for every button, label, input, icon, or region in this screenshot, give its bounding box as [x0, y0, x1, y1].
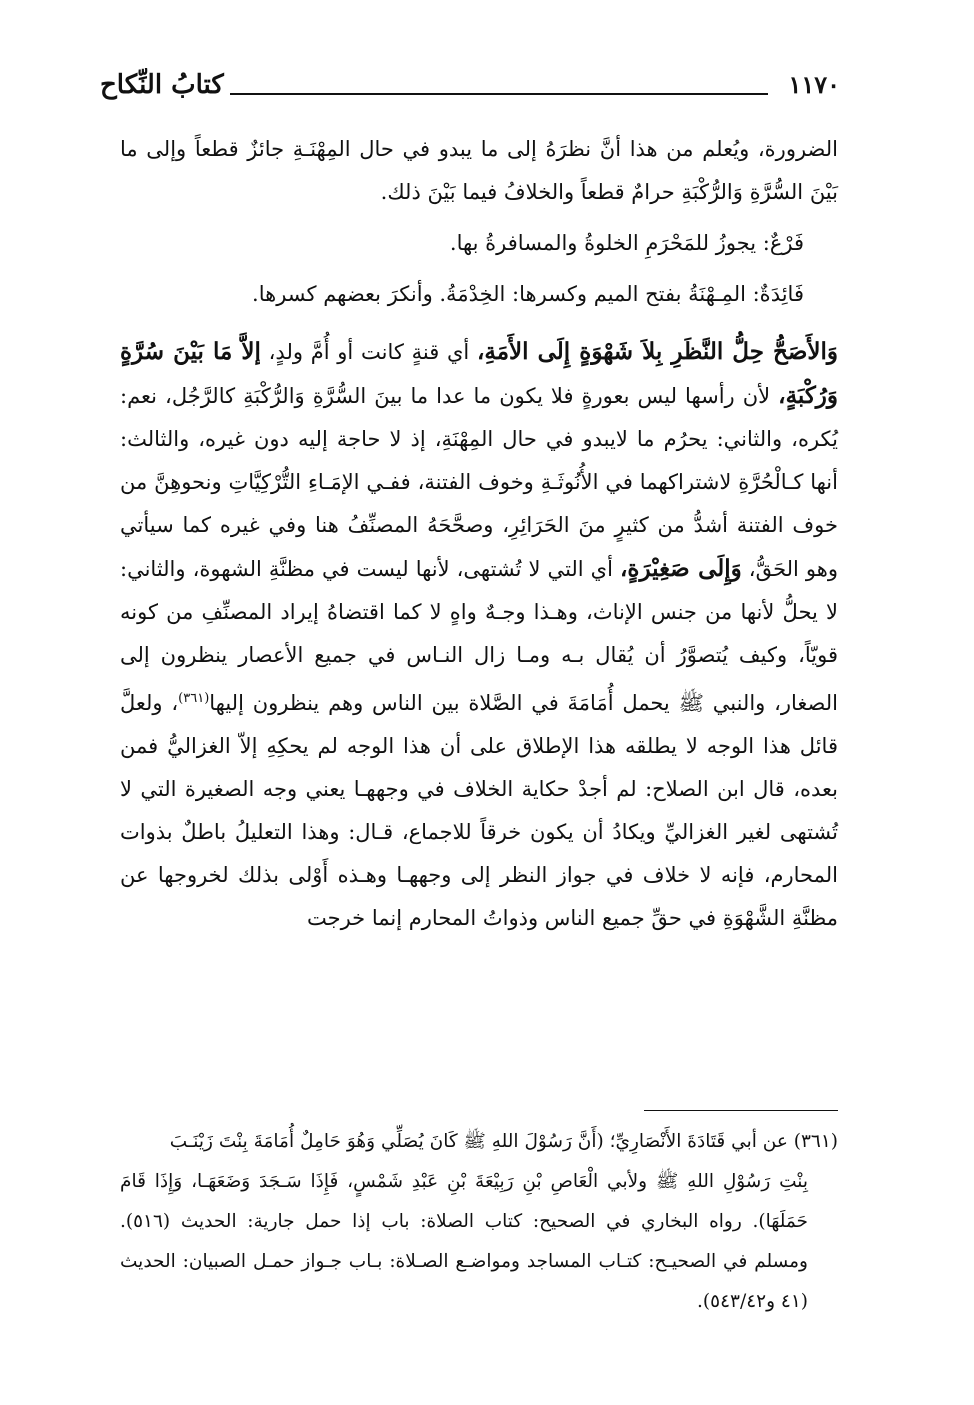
commentary-text: ، ولعلَّ قائل هذا الوجه لا يطلقه هذا الإطلاق على أن هذا الوجه لم يحكِهِ إلاّ الغزاليُّ فمن بعده، قال ابن الصلاح: لم أجدْ حكاية الخلاف في وجههـا يعني وجه الصغيرة التي لا تُشتهى لغير الغزاليِّ ويكادُ أن يكون خرقاً للاجماع، قـال: وهذا التعليلُ باطلٌ بذوات المحارم، فإنه لا خلاف في جواز النظر إلى وجههـا وهـذه أَوْلى بذلك لخروجها عن مظنَّةِ الشَّهْوَةِ في حقِّ جميع الناس وذواتُ المحارم إنما خرجت: [120, 691, 838, 930]
matn-text: وَالأَصَحُّ حِلُّ النَّظَرِ بِلاَ شَهْوَةٍ إِلَى الأَمَةِ،: [476, 338, 838, 365]
page-number: ١١٧٠: [788, 70, 840, 99]
commentary-text: أي التي لا تُشتهى، لأنها ليست في مظنَّةِ الشهوة، والثاني: لا يحلُّ لأنها من جنس الإناث، وهـذا وجـهٌ واهٍ لا كما اقتضاهُ إيراد المصنِّفِ من كونه قويّاً، وكيف يُتصوَّرُ أن يُقال بـه ومـا زال النـاس في جميع الأعصار ينظرون إلى الصغار، والنبي ﷺ يحمل أُمَامَةَ في الصَّلاة بين الناس وهم ينظرون إليها: [120, 557, 838, 715]
paragraph-intro: الضرورة، ويُعلم من هذا أنَّ نظرَهُ إلى ما يبدو في حال المِهْنَـةِ جائزٌ قطعاً وإلى ما بَيْنَ السُّرَّةِ وَالرُّكْبَةِ حرامٌ قطعاً والخلافُ فيما بَيْنَ ذلك.: [120, 137, 838, 204]
main-text: [120, 128, 838, 940]
running-title: كتابُ النِّكاح: [100, 70, 224, 100]
footnote-separator: [644, 1110, 838, 1111]
commentary-text: لأن رأسها ليس بعورةٍ فلا يكون ما عدا ما بينَ السُّرَّةِ وَالرُّكْبَةِ كالرَّجُل، نعم: يُكره، والثاني: يحرُم ما لايبدو في حال المِهْنَةِ، إذ لا حاجة إليه دون غيره، والثالث: أنها كـالْحُرَّةِ لاشتراكهما في الأُنُوثَـةِ وخوف الفتنة، ففـي الإمَـاءِ التُّرْكِيَّاتِ ونحوهِنَّ من خوف الفتنة أشدُّ من كثيرٍ منَ الحَرَائِرِ، وصحَّحَهُ المصنِّفُ هنا وفي غيره كما سيأتي وهو الحَقُّ،: [120, 384, 838, 581]
matn-text: إلاَّ مَا بَيْنَ سُرَّةٍ وَرُكْبَةٍ،: [120, 338, 838, 409]
paragraph-far: فَرْعٌ: يجوزُ للمَحْرَمِ الخلوةُ والمسافرةُ بها.: [449, 231, 804, 255]
matn-text: وَإِلَى صَغِيْرَةٍ،: [619, 555, 742, 582]
footnote-line: (٣٦١) عن أبي قَتَادَةَ الأَنْصَارِيِّ؛ (أَنَّ رَسُوْلَ اللهِ ﷺ كَانَ يُصَلِّي وَهُوَ حَامِلٌ أُمَامَةَ بِنْتَ زَيْنَـبَ: [169, 1131, 838, 1152]
footnote: [120, 1122, 838, 1322]
paragraph-faida: فَائِدَةٌ: المِـهْنَةُ بفتح الميم وكسرها: الخِدْمَةُ. وأنكرَ بعضهم كسرها.: [252, 282, 804, 306]
page-header: [100, 70, 840, 106]
footnote-reference: (٣٦١): [178, 691, 210, 706]
paragraph-commentary: [120, 330, 838, 940]
commentary-text: أي قنةٍ كانت أو أُمَّ ولدٍ،: [260, 340, 477, 364]
footnote-continuation: بِنْتِ رَسُوْلِ اللهِ ﷺ ولأبي الْعَاصِ بْنِ رَبِيْعَةَ بْنِ عَبْدِ شَمْسٍ، فَإِذَا سَـجَدَ وَضَعَهَـا، وَإِذَا قَامَ حَمَلَهَا). رواه البخاري في الصحيح: كتاب الصلاة: باب إذا حمل جارية: الحديث (٥١٦). ومسلم في الصحيـح: كتـاب المساجد ومواضـع الصـلاة: بـاب جـواز حمـل الصبيان: الحديث (٤١ و٥٤٣/٤٢).: [120, 1171, 808, 1312]
header-rule: [230, 93, 768, 95]
